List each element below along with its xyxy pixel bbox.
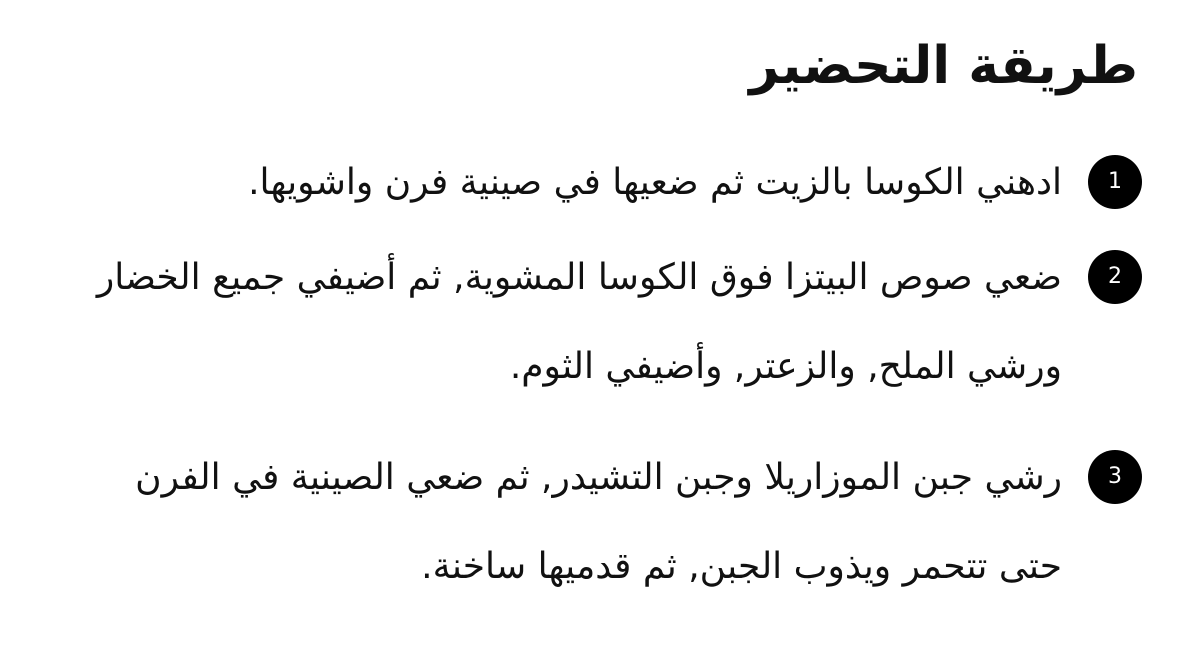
step-text: رشي جبن الموزاريلا وجبن التشيدر, ثم ضعي الصينية في الفرن حتى تتحمر ويذوب الجبن, ثم قدميها ساخنة. (135, 457, 1062, 587)
step-item (42, 148, 1142, 227)
step-number-badge: 3 (1088, 450, 1142, 504)
step-text: ضعي صوص البيتزا فوق الكوسا المشوية, ثم أضيفي جميع الخضار ورشي الملح, والزعتر, وأضيفي الثوم. (96, 257, 1062, 387)
step-item (42, 243, 1142, 411)
page-title: طريقة التحضير (749, 36, 1138, 96)
step-number-badge: 2 (1088, 250, 1142, 304)
step-number-badge: 1 (1088, 155, 1142, 209)
step-text: ادهني الكوسا بالزيت ثم ضعيها في صينية فرن واشويها. (248, 162, 1062, 203)
steps-list (42, 148, 1142, 611)
step-item (42, 443, 1142, 611)
